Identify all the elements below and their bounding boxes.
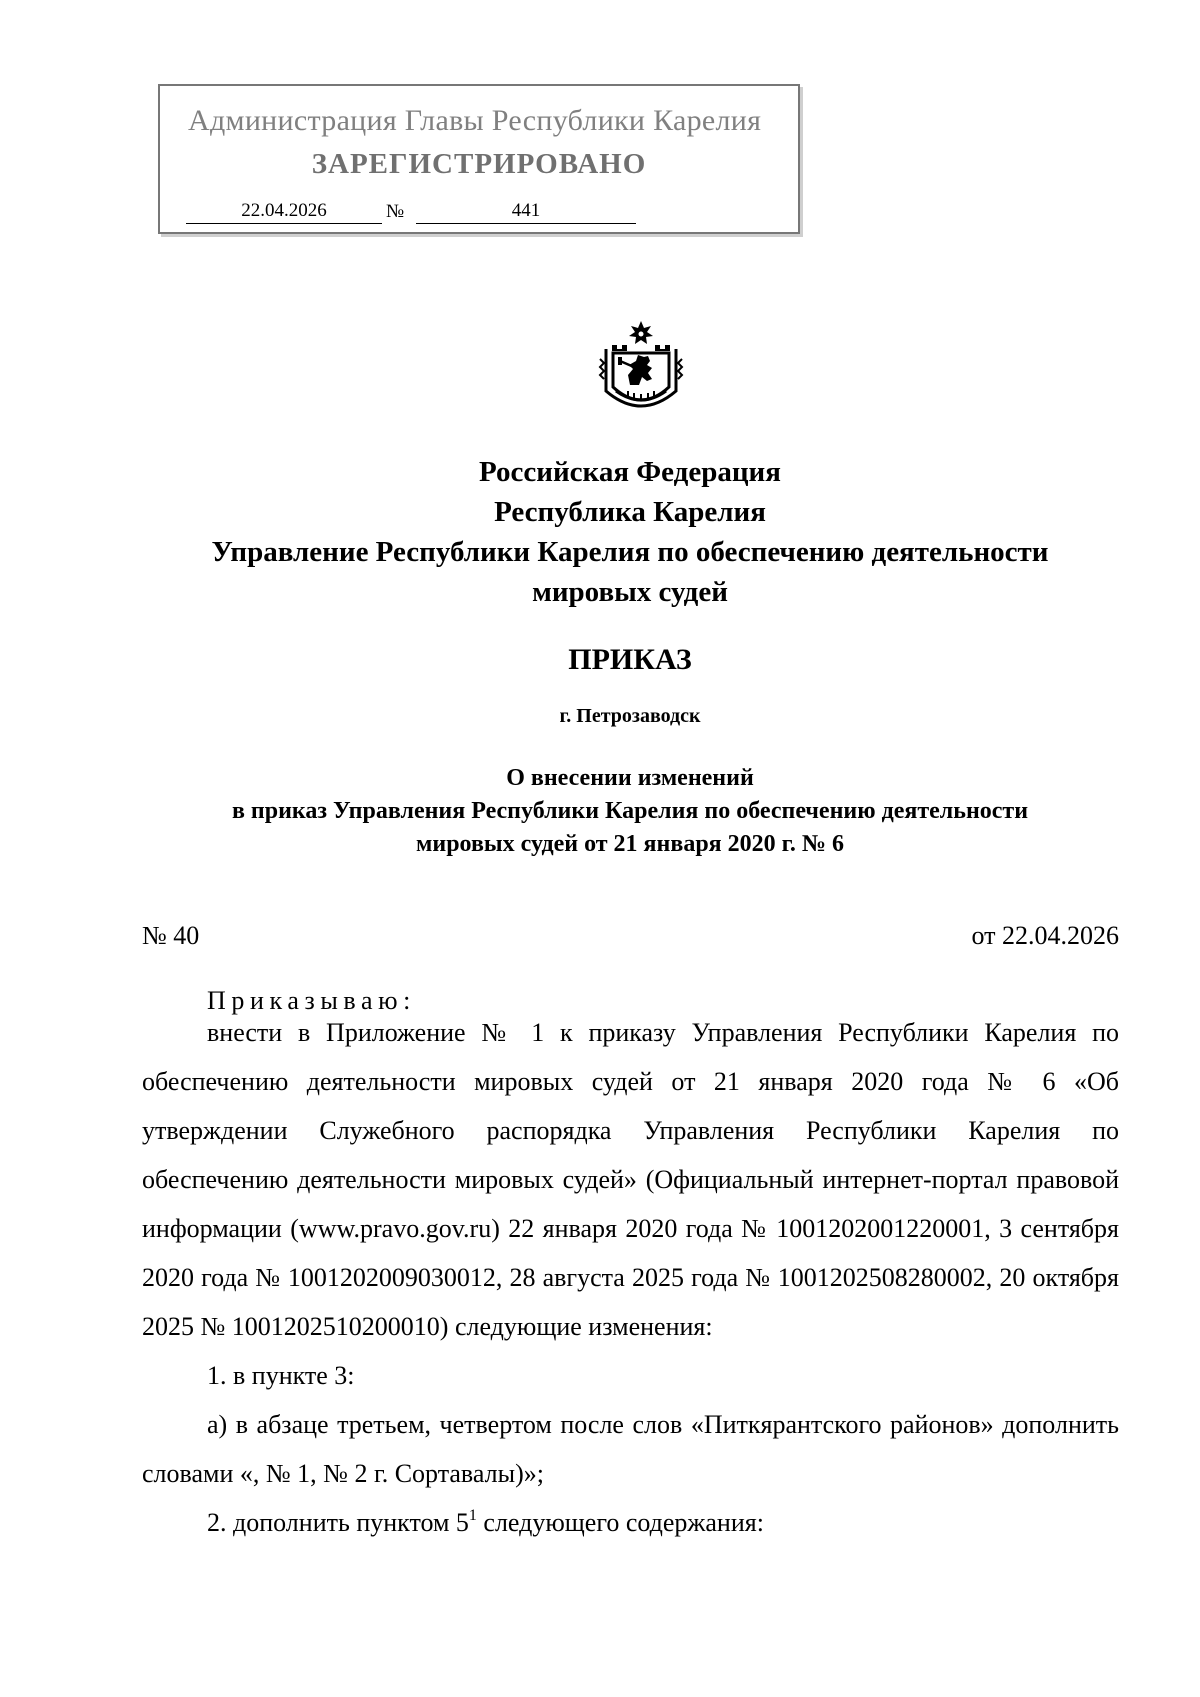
body-intro-paragraph: внести в Приложение № 1 к приказу Управления Республики Карелия по обеспечению деятельности мировых судей от 21 января 2020 года № 6 «Об утверждении Служебного распорядка Управления Республики Карелия по обеспечению деятельности мировых судей» (Официальный интернет-портал правовой информации (www.pravo.gov.ru) 22 января 2020 года № 1001202001220001, 3 сентября 2020 года № 1001202009030012, 28 августа 2025 года № 1001202508280002, 20 октября 2025 № 1001202510200010) следующие изменения: [142, 1018, 1119, 1341]
document-title: ПРИКАЗ [568, 643, 692, 676]
header-department-cont: мировых судей [532, 576, 728, 608]
body-item-1a: а) в абзаце третьем, четвертом после слов «Питкярантского районов» дополнить словами «, № 1, № 2 г. Сортавалы)»; [142, 1410, 1119, 1488]
header-republic: Республика Карелия [494, 496, 766, 528]
stamp-number: 441 [416, 200, 636, 224]
registration-stamp [158, 84, 800, 234]
stamp-date: 22.04.2026 [186, 200, 382, 224]
subject-line-1: О внесении изменений [506, 765, 754, 791]
subject-line-3: мировых судей от 21 января 2020 г. № 6 [416, 831, 844, 857]
document-body [142, 1008, 1119, 1547]
stamp-status: ЗАРЕГИСТРИРОВАНО [311, 148, 647, 180]
order-word: Приказываю: [207, 986, 416, 1015]
stamp-number-sign: № [386, 201, 405, 222]
body-item-1: 1. в пункте 3: [207, 1361, 355, 1390]
item-2-text: 2. дополнить пунктом 5 [207, 1508, 469, 1537]
karelia-coat-of-arms-icon [598, 321, 684, 425]
body-item-2 [142, 1498, 1119, 1547]
subject-line-2: в приказ Управления Республики Карелия по обеспечению деятельности [231, 798, 1029, 824]
stamp-registration-line [186, 202, 766, 228]
document-number: № 40 [142, 921, 200, 950]
document-subject [130, 762, 1130, 861]
item-2-text-end: следующего содержания: [476, 1508, 764, 1537]
document-city: г. Петрозаводск [559, 705, 701, 727]
document-meta-row [142, 921, 1119, 957]
authority-header [130, 452, 1130, 612]
header-country: Российская Федерация [479, 456, 781, 488]
document-date: от 22.04.2026 [971, 921, 1119, 950]
header-department: Управление Республики Карелия по обеспечению деятельности [211, 536, 1049, 568]
item-2-superscript: 1 [468, 1507, 477, 1524]
stamp-organization: Администрация Главы Республики Карелия [188, 104, 762, 137]
